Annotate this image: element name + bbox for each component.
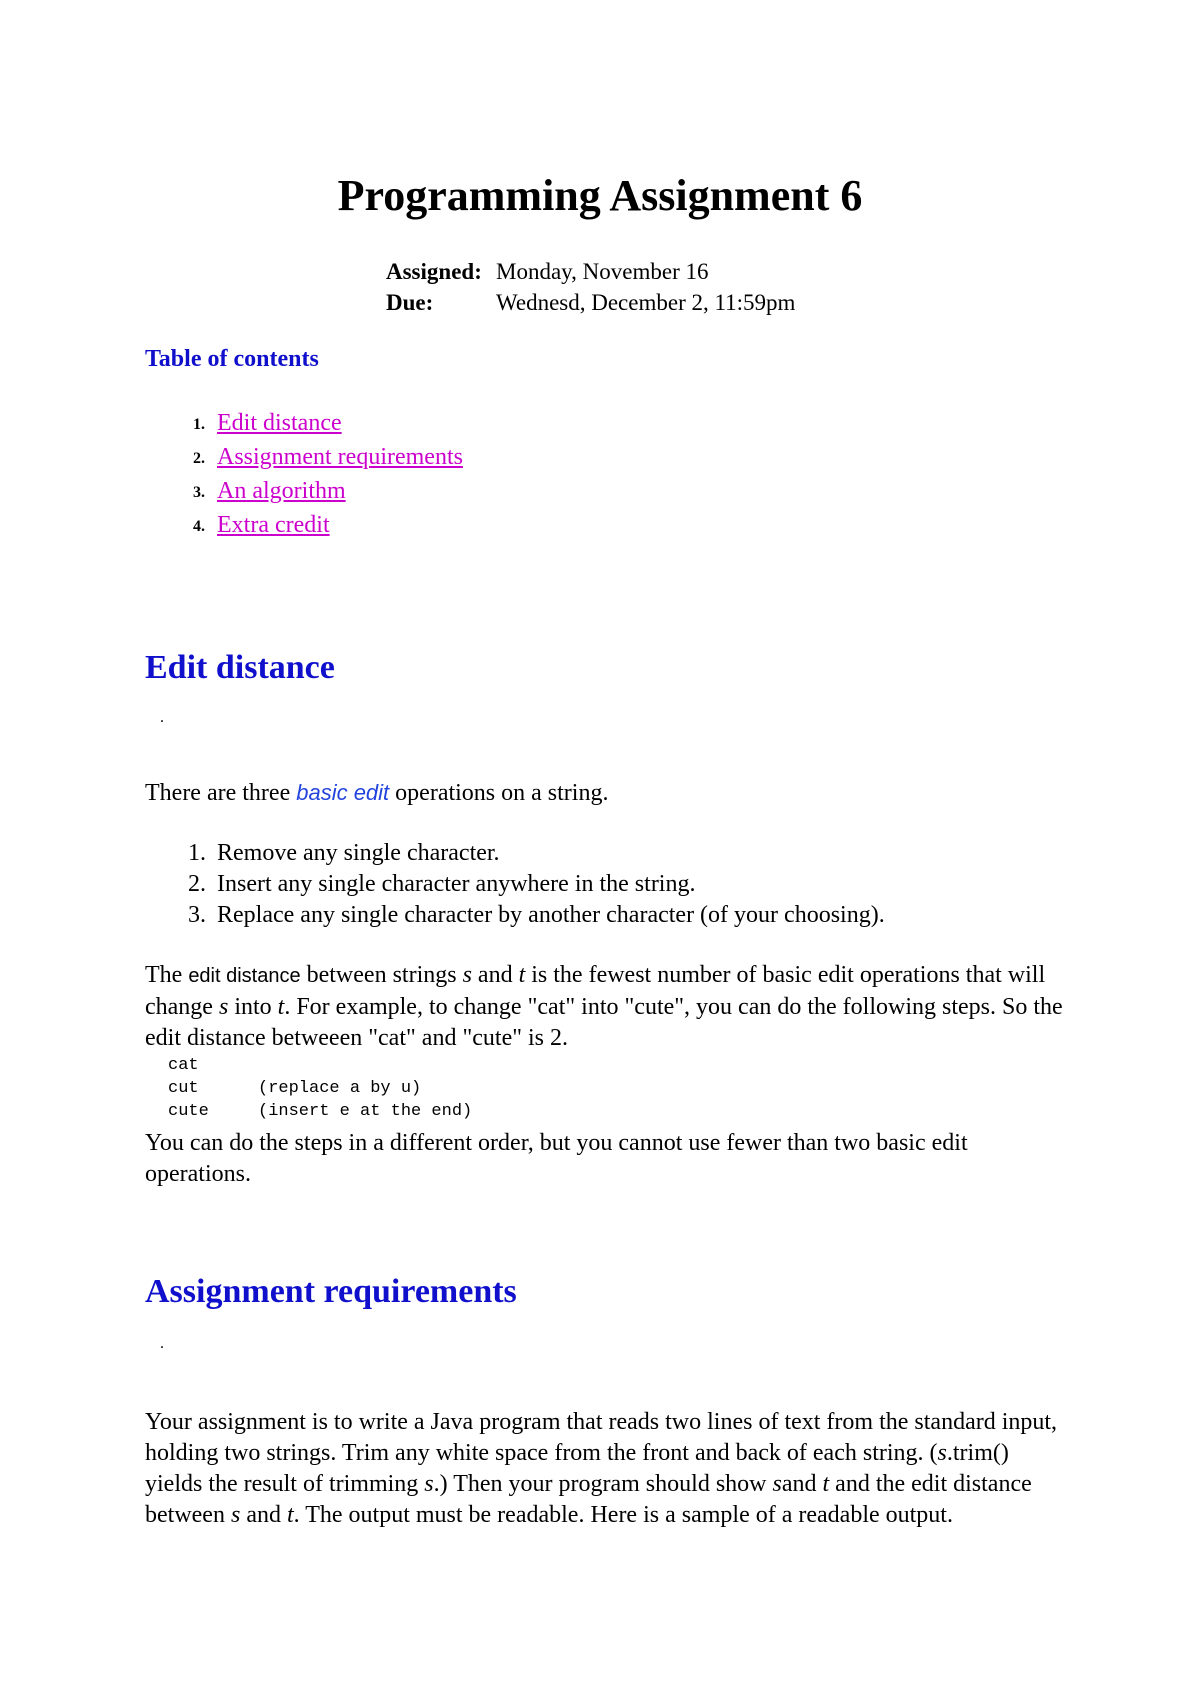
list-item-number: 2. xyxy=(188,871,206,897)
closing-paragraph: You can do the steps in a different order, but you cannot use fewer than two basic edit operations. xyxy=(145,1130,968,1187)
text: . For example, to change "cat" into "cute", you can do the following steps. So the edit distance betweeen "cat" and "cute" is 2. xyxy=(145,994,1063,1051)
list-item xyxy=(145,869,885,900)
basic-edit-term: basic edit xyxy=(296,780,390,805)
text: . The output must be readable. Here is a sample of a readable output. xyxy=(293,1502,953,1528)
due-row xyxy=(386,287,795,318)
code-line xyxy=(168,1077,472,1100)
text: .trim() yields the result of trimming xyxy=(145,1440,1009,1497)
edit-distance-term: edit distance xyxy=(188,965,301,987)
variable-s: s xyxy=(462,962,472,988)
toc-item xyxy=(145,476,463,510)
due-value: Wednesd, December 2, 11:59pm xyxy=(496,290,796,315)
intro-text: There are three xyxy=(145,780,297,806)
table-of-contents xyxy=(145,408,463,544)
section-dot: . xyxy=(160,709,164,726)
list-item xyxy=(145,900,885,931)
text: Your assignment is to write a Java program that reads two lines of text from the standard input, holding two strings. Trim any white space from the front and back of each string. ( xyxy=(145,1409,1058,1466)
assigned-label: Assigned: xyxy=(386,259,482,284)
toc-link-an-algorithm[interactable]: An algorithm xyxy=(217,478,346,504)
text: and xyxy=(471,962,519,988)
toc-item-number: 2. xyxy=(193,450,205,467)
text: is the fewest number of basic edit operations that will change xyxy=(145,962,1046,1020)
code-word: cat xyxy=(168,1056,199,1075)
text: and the edit distance between xyxy=(145,1471,1032,1528)
list-item-number: 1. xyxy=(188,840,206,866)
text: between strings xyxy=(300,962,463,988)
code-word: cut xyxy=(168,1079,199,1098)
section-heading-assignment-requirements: Assignment requirements xyxy=(145,1273,517,1310)
section-heading-edit-distance: Edit distance xyxy=(145,649,335,686)
toc-link-assignment-requirements[interactable]: Assignment requirements xyxy=(217,444,463,470)
text: .) Then your program should show xyxy=(433,1471,773,1497)
toc-heading: Table of contents xyxy=(145,346,319,372)
code-word: cute xyxy=(168,1102,209,1121)
assigned-row xyxy=(386,256,795,287)
list-item-text: Insert any single character anywhere in the string. xyxy=(217,871,696,897)
variable-s: s xyxy=(424,1471,434,1497)
toc-item xyxy=(145,442,463,476)
requirements-paragraph xyxy=(145,1407,1065,1531)
due-label: Due: xyxy=(386,290,434,315)
intro-paragraph xyxy=(145,777,1065,809)
variable-t: t xyxy=(286,1502,294,1528)
toc-item xyxy=(145,408,463,442)
variable-t: t xyxy=(277,994,285,1020)
variable-t: t xyxy=(822,1471,830,1497)
code-note: (replace a by u) xyxy=(258,1079,422,1098)
variable-s: s xyxy=(230,1502,241,1528)
example-code-block xyxy=(168,1054,472,1123)
toc-item-number: 1. xyxy=(193,416,205,433)
definition-paragraph xyxy=(145,960,1065,1054)
intro-text: operations on a string. xyxy=(389,780,609,806)
operations-list xyxy=(145,838,885,931)
toc-item-number: 3. xyxy=(193,484,205,501)
variable-t: t xyxy=(518,962,526,988)
toc-link-edit-distance[interactable]: Edit distance xyxy=(217,410,342,436)
text: and xyxy=(781,1471,823,1497)
page-title: Programming Assignment 6 xyxy=(337,171,863,220)
code-line xyxy=(168,1100,472,1123)
variable-s: s xyxy=(937,1440,947,1466)
toc-link-extra-credit[interactable]: Extra credit xyxy=(217,512,330,538)
text: and xyxy=(240,1502,287,1528)
section-dot: . xyxy=(160,1335,164,1352)
list-item-text: Replace any single character by another character (of your choosing). xyxy=(217,902,885,928)
text: into xyxy=(228,994,278,1020)
assigned-value: Monday, November 16 xyxy=(496,259,709,284)
code-line xyxy=(168,1054,472,1077)
code-note: (insert e at the end) xyxy=(258,1102,473,1121)
toc-item xyxy=(145,510,463,544)
variable-s: s xyxy=(772,1471,782,1497)
list-item-text: Remove any single character. xyxy=(217,840,500,866)
list-item-number: 3. xyxy=(188,902,206,928)
assignment-dates xyxy=(386,256,795,318)
toc-item-number: 4. xyxy=(193,518,205,535)
text: The xyxy=(145,962,189,988)
list-item xyxy=(145,838,885,869)
variable-s: s xyxy=(218,994,229,1020)
